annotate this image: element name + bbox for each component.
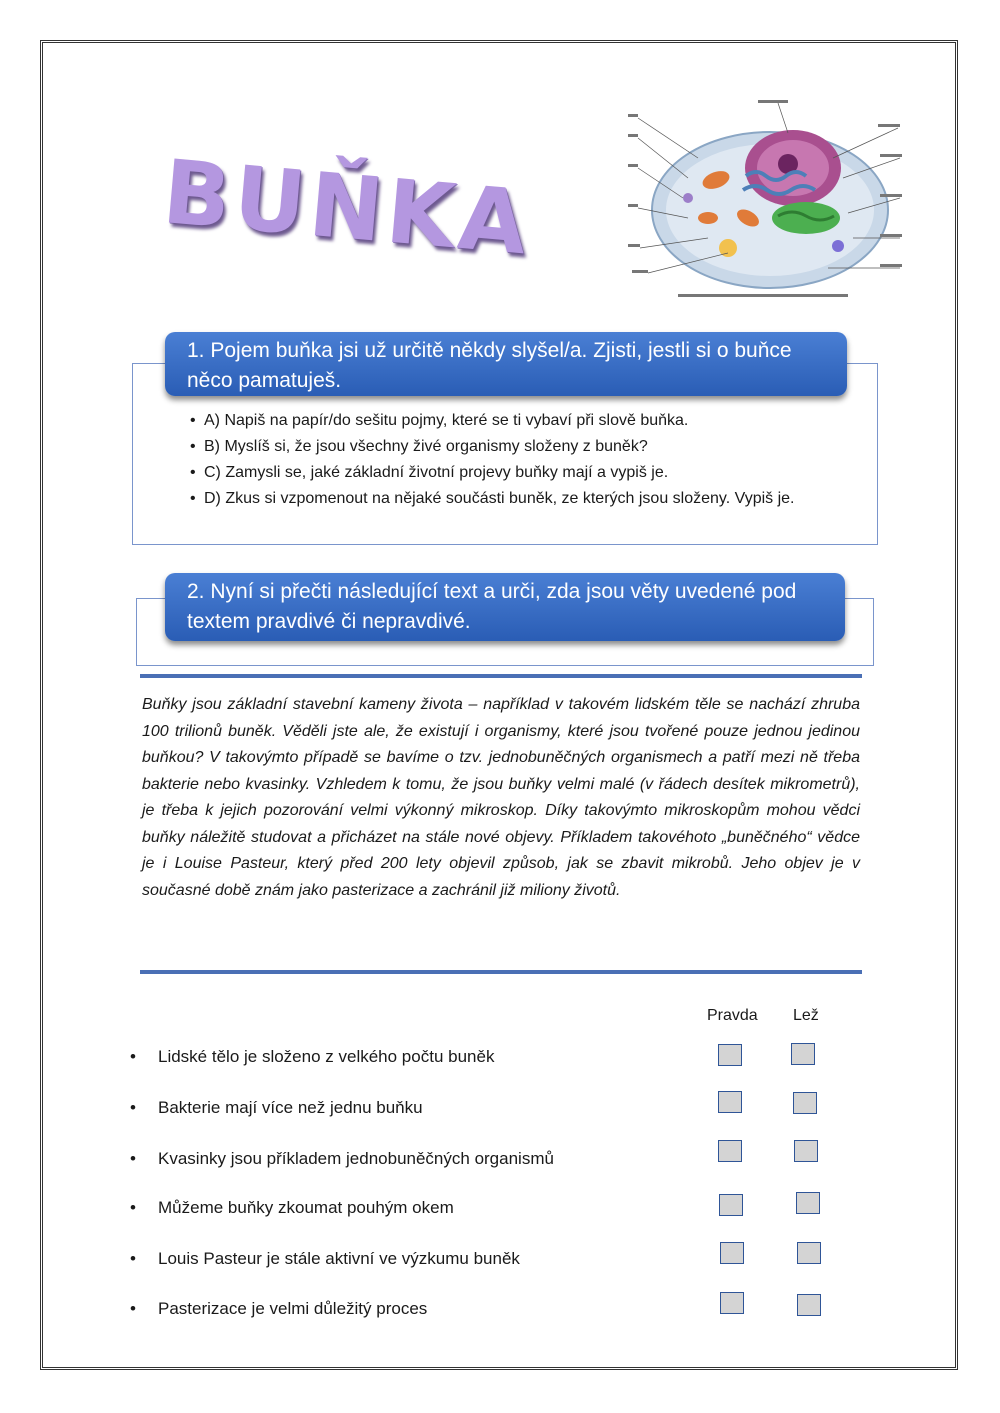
- statement-5-false-checkbox[interactable]: [797, 1242, 821, 1264]
- statement-text: Louis Pasteur je stále aktivní ve výzkumu buněk: [158, 1249, 520, 1268]
- statement-1-false-checkbox[interactable]: [791, 1043, 815, 1065]
- statement-6: • Pasterizace je velmi důležitý proces: [130, 1299, 428, 1318]
- question-c: • C) Zamysli se, jaké základní životní projevy buňky mají a vypiš je.: [190, 462, 840, 483]
- statement-6-true-checkbox[interactable]: [720, 1292, 744, 1314]
- question-a: • A) Napiš na papír/do sešitu pojmy, které se ti vybaví při slově buňka.: [190, 410, 840, 431]
- passage-bottom-rule: [140, 970, 862, 974]
- passage-top-rule: [140, 674, 862, 678]
- statement-4-false-checkbox[interactable]: [796, 1192, 820, 1214]
- statement-5: • Louis Pasteur je stále aktivní ve výzkumu buněk: [130, 1249, 520, 1268]
- reading-passage: Buňky jsou základní stavební kameny života – například v takovém lidském těle se nachází zhruba 100 trilionů buněk. Věděli jste ale, že existují i organismy, které jsou tvořené pouze jednou jedinou buňkou? V takovýmto případě se bavíme o tzv. jednobuněčných organismech a patří mezi ně třeba bakterie nebo kvasinky. Vzhledem k tomu, že jsou buňky velmi malé (v řádech desítek mikrometrů), je třeba k jejich pozorování velmi výkonný mikroskop. Díky takovýmto mikroskopům mohou vědci buňky náležitě studovat a přicházet na stále nové objevy. Příkladem takovéhoto „buněčného“ vědce je i Louise Pasteur, který před 200 lety objevil způsob, jak se zbavit mikrobů. Jeho objev je v současné době znám jako pasterizace a zachránil již miliony životů.: [142, 696, 860, 899]
- true-column-label: Pravda: [707, 1007, 758, 1024]
- statement-text: Pasterizace je velmi důležitý proces: [158, 1299, 428, 1318]
- statement-2: • Bakterie mají více než jednu buňku: [130, 1098, 423, 1117]
- section-1-questions: [190, 410, 840, 514]
- statement-3-false-checkbox[interactable]: [794, 1140, 818, 1162]
- statement-text: Lidské tělo je složeno z velkého počtu buněk: [158, 1047, 495, 1066]
- statement-5-true-checkbox[interactable]: [720, 1242, 744, 1264]
- statement-4-true-checkbox[interactable]: [719, 1194, 743, 1216]
- section-2-heading: 2. Nyní si přečti následující text a urči, zda jsou věty uvedené pod textem pravdivé či nepravdivé.: [165, 573, 845, 641]
- statement-3-true-checkbox[interactable]: [718, 1140, 742, 1162]
- statement-4: • Můžeme buňky zkoumat pouhým okem: [130, 1198, 454, 1217]
- statement-text: Bakterie mají více než jednu buňku: [158, 1098, 423, 1117]
- statement-1-true-checkbox[interactable]: [718, 1044, 742, 1066]
- cell-diagram-image: [628, 98, 908, 308]
- question-b: • B) Myslíš si, že jsou všechny živé organismy složeny z buněk?: [190, 436, 840, 457]
- page-title: BUŇKA: [159, 140, 536, 275]
- statement-3: • Kvasinky jsou příkladem jednobuněčných organismů: [130, 1149, 554, 1168]
- question-d: • D) Zkus si vzpomenout na nějaké součásti buněk, ze kterých jsou složeny. Vypiš je.: [190, 488, 840, 509]
- statement-2-true-checkbox[interactable]: [718, 1091, 742, 1113]
- statement-text: Můžeme buňky zkoumat pouhým okem: [158, 1198, 454, 1217]
- statement-1: • Lidské tělo je složeno z velkého počtu buněk: [130, 1047, 495, 1066]
- false-column-label: Lež: [793, 1007, 819, 1024]
- statement-text: Kvasinky jsou příkladem jednobuněčných organismů: [158, 1149, 554, 1168]
- statement-6-false-checkbox[interactable]: [797, 1294, 821, 1316]
- section-1-heading: 1. Pojem buňka jsi už určitě někdy slyšel/a. Zjisti, jestli si o buňce něco pamatuješ.: [165, 332, 847, 396]
- statement-2-false-checkbox[interactable]: [793, 1092, 817, 1114]
